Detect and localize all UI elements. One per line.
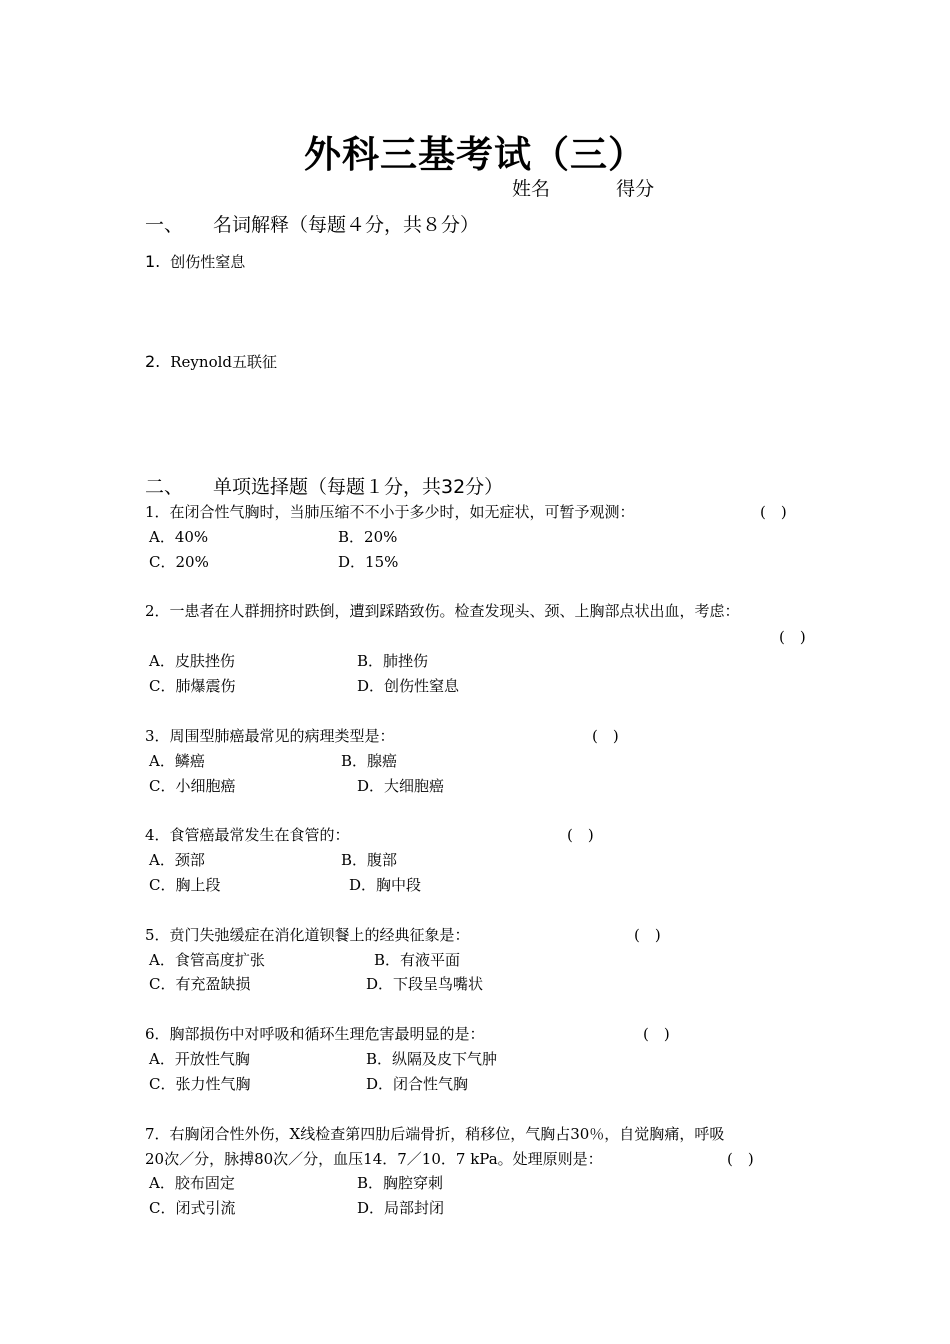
option-b: B．纵隔及皮下气肿: [366, 1050, 498, 1068]
question-stem: 1．在闭合性气胸时，当肺压缩不不小于多少时，如无症状，可暂予观测：: [145, 503, 635, 521]
option-b: B．肺挫伤: [357, 652, 429, 670]
answer-blank: ( ): [634, 926, 661, 944]
section-title: 单项选择题（每题１分，共32分）: [213, 476, 504, 498]
question-stem: 2．一患者在人群拥挤时跌倒，遭到踩踏致伤。检查发现头、颈、上胸部点状出血，考虑：: [145, 602, 740, 620]
option-a: A．胶布固定: [149, 1174, 235, 1192]
option-d: D．胸中段: [349, 876, 422, 894]
option-d: D．15%: [338, 553, 399, 571]
option-d: D．大细胞癌: [357, 777, 445, 795]
option-b: B．胸腔穿刺: [357, 1174, 444, 1192]
option-a: A．鳞癌: [149, 752, 205, 770]
option-d: D．局部封闭: [357, 1199, 445, 1217]
question-stem: 5．贲门失弛缓症在消化道钡餐上的经典征象是：: [145, 926, 470, 944]
section-heading-definitions: [145, 210, 479, 237]
answer-blank: ( ): [760, 503, 787, 521]
question-stem: 4．食管癌最常发生在食管的：: [145, 826, 350, 844]
option-c: C．肺爆震伤: [149, 677, 236, 695]
option-c: C．胸上段: [149, 876, 221, 894]
answer-blank: ( ): [779, 628, 806, 646]
score-label: 得分: [616, 178, 655, 200]
definition-item: [145, 251, 245, 272]
option-a: A．开放性气胸: [149, 1050, 250, 1068]
page-title: 外科三基考试（三）: [304, 133, 646, 176]
section-heading-choice: [145, 472, 503, 499]
option-c: C．闭式引流: [149, 1199, 236, 1217]
option-b: B．20%: [338, 528, 398, 546]
item-text: 创伤性窒息: [170, 253, 246, 271]
item-number: 1.: [145, 252, 161, 271]
option-a: A．40%: [149, 528, 209, 546]
definition-item: [145, 351, 277, 372]
option-c: C．小细胞癌: [149, 777, 236, 795]
item-number: 2.: [145, 352, 161, 371]
option-c: C．张力性气胸: [149, 1075, 251, 1093]
option-c: C．有充盈缺损: [149, 975, 251, 993]
question-stem: 6．胸部损伤中对呼吸和循环生理危害最明显的是：: [145, 1025, 485, 1043]
option-d: D．创伤性窒息: [357, 677, 460, 695]
option-a: A．皮肤挫伤: [149, 652, 235, 670]
section-number: 一、: [145, 214, 184, 236]
answer-blank: ( ): [643, 1025, 670, 1043]
item-text: Reynold五联征: [170, 353, 278, 371]
name-label: 姓名: [512, 178, 551, 200]
question-stem: 7．右胸闭合性外伤，X线检查第四肋后端骨折，稍移位，气胸占30％，自觉胸痛，呼吸: [145, 1125, 725, 1143]
option-c: C．20%: [149, 553, 209, 571]
option-b: B．腺癌: [341, 752, 398, 770]
option-d: D．下段呈鸟嘴状: [366, 975, 484, 993]
answer-blank: ( ): [727, 1150, 754, 1168]
option-d: D．闭合性气胸: [366, 1075, 469, 1093]
question-stem: 3．周围型肺癌最常见的病理类型是：: [145, 727, 395, 745]
name-score-line: [512, 174, 654, 201]
option-b: B．有液平面: [374, 951, 461, 969]
option-a: A．食管高度扩张: [149, 951, 265, 969]
option-a: A．颈部: [149, 851, 205, 869]
answer-blank: ( ): [592, 727, 619, 745]
option-b: B．腹部: [341, 851, 398, 869]
answer-blank: ( ): [567, 826, 594, 844]
question-stem-continued: 20次／分，脉搏80次／分，血压14．7／10．7 kPa。处理原则是：: [145, 1150, 603, 1168]
section-title: 名词解释（每题４分，共８分）: [213, 214, 480, 236]
section-number: 二、: [145, 476, 184, 498]
